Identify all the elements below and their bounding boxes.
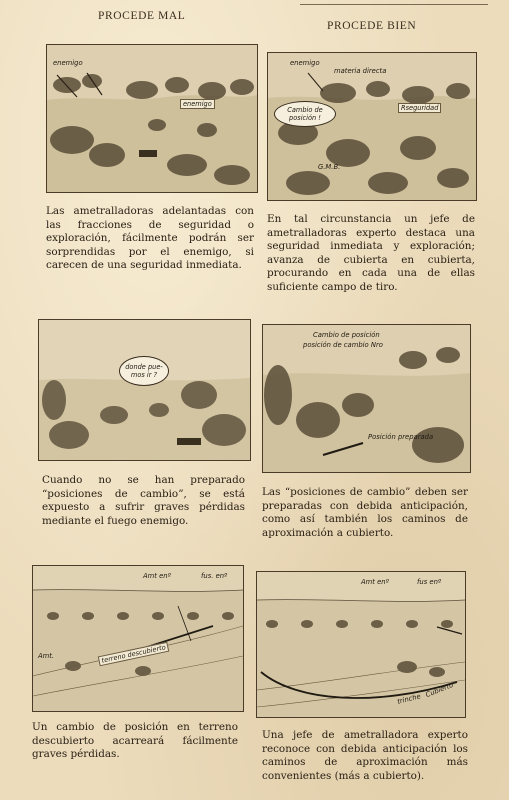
caption-row2-bad: Cuando no se han preparado “posiciones de cambio”, se está expuesto a sufrir graves pérdidas mediante el fuego enemigo. <box>42 474 245 527</box>
caption-row1-good: En tal circunstancia un jefe de ametralladoras experto destaca una seguridad inmediata y exploración; avanza de cubierta en cubierta, procurando en cada una de ellas suficiente campo de tiro. <box>267 213 475 293</box>
label-enemigo-2: enemigo <box>180 99 215 109</box>
label-fus-enemigo-2: fus enº <box>417 578 442 586</box>
label-amt-enemigo: Amt enº <box>143 572 171 580</box>
illustration-row3-bad <box>32 565 244 712</box>
bubble-cambio-posicion: Cambio de posición ! <box>274 101 336 127</box>
illustration-row1-good <box>267 52 477 201</box>
label-materia-directa: materia directa <box>334 67 387 75</box>
label-cambio-de-posicion: Cambio de posición <box>313 331 380 339</box>
illustration-row2-good <box>262 324 471 473</box>
illustration-row3-good <box>256 571 466 718</box>
top-rule <box>300 4 488 5</box>
header-procede-bien: PROCEDE BIEN <box>327 20 417 32</box>
caption-row1-bad: Las ametralladoras adelantadas con las fracciones de seguridad o exploración, fácilmente podrán ser sorprendidas por el enemigo, si carecen de una seguridad inmediata. <box>46 205 254 272</box>
label-cubierto: Cubierto <box>424 680 455 700</box>
label-fus-enemigo: fus. enº <box>201 572 228 580</box>
label-artist-sign: G.M.B. <box>318 163 341 171</box>
label-posicion-preparada: Posición preparada <box>368 433 434 441</box>
label-enemigo-1: enemigo <box>53 59 83 67</box>
label-trinche: trinche <box>396 692 422 706</box>
label-seguridad: Rseguridad <box>398 103 441 113</box>
label-posicion-cambio-nro: posición de cambio Nro <box>303 341 383 349</box>
label-enemigo-3: enemigo <box>290 59 320 67</box>
label-terreno-descubierto: terreno descubierto <box>98 642 170 667</box>
caption-row3-bad: Un cambio de posición en terreno descubierto acarreará fácilmente graves pérdidas. <box>32 721 238 761</box>
illustration-row1-bad <box>46 44 258 193</box>
header-procede-mal: PROCEDE MAL <box>98 10 186 22</box>
bubble-donde-podemos-ir: donde pue-mos ir ? <box>119 356 169 386</box>
illustration-row2-bad <box>38 319 251 461</box>
label-amt-enemigo-2: Amt enº <box>361 578 389 586</box>
label-amt: Amt. <box>38 652 55 660</box>
caption-row3-good: Una jefe de ametralladora experto reconoce con debida anticipación los caminos de aproximación más convenientes (más a cubierto). <box>262 729 468 782</box>
caption-row2-good: Las “posiciones de cambio” deben ser preparadas con debida anticipación, como así también los caminos de aproximación a cubierto. <box>262 486 468 539</box>
